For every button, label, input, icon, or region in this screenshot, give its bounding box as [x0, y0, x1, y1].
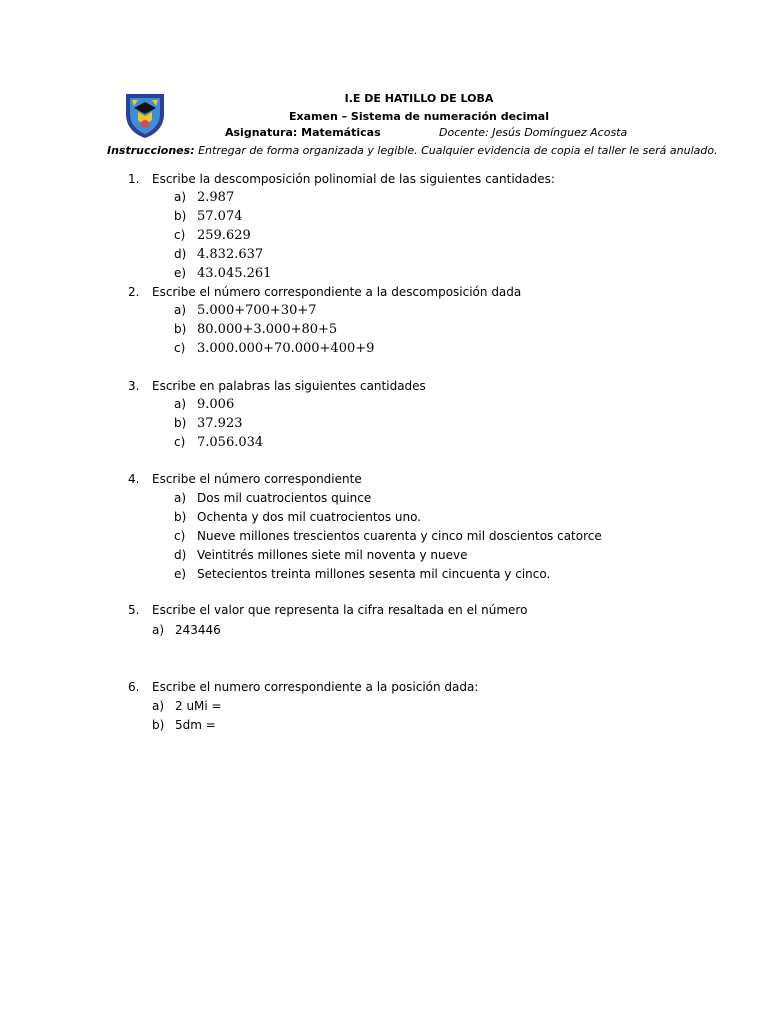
item-text: 2.987	[197, 190, 235, 205]
question-number: 2.	[128, 285, 140, 299]
teacher-label: Docente: Jesús Domínguez Acosta	[439, 126, 628, 139]
instructions	[107, 144, 718, 158]
item-text: Nueve millones trescientos cuarenta y cinco mil doscientos catorce	[197, 529, 602, 543]
exam-title: Examen – Sistema de numeración decimal	[288, 110, 549, 123]
item-letter: b)	[174, 209, 187, 223]
item-letter: a)	[174, 303, 187, 317]
list-item	[174, 509, 421, 525]
list-item	[152, 698, 222, 714]
list-item	[174, 415, 243, 432]
list-item	[174, 396, 234, 413]
question-text: Escribe el número correspondiente	[152, 472, 362, 486]
item-text: 2 uMi =	[175, 699, 222, 713]
item-text: 4.832.637	[197, 247, 264, 262]
list-item	[152, 622, 221, 638]
question-text: Escribe la descomposición polinomial de las siguientes cantidades:	[152, 172, 555, 186]
list-item	[174, 528, 602, 544]
item-text: 5.000+700+30+7	[197, 303, 317, 318]
list-item	[174, 189, 234, 206]
question-2	[128, 284, 521, 300]
list-item	[174, 208, 243, 225]
question-3	[128, 378, 426, 394]
item-text: 7.056.034	[197, 435, 264, 450]
item-letter: a)	[152, 623, 165, 637]
item-text: 80.000+3.000+80+5	[197, 322, 338, 337]
item-letter: a)	[152, 699, 165, 713]
question-text: Escribe en palabras las siguientes cantidades	[152, 379, 426, 393]
item-text: 9.006	[197, 397, 235, 412]
question-number: 5.	[128, 603, 140, 617]
list-item	[152, 717, 216, 733]
item-text: Veintitrés millones siete mil noventa y nueve	[197, 548, 468, 562]
list-item	[174, 547, 468, 563]
item-letter: a)	[174, 190, 187, 204]
question-number: 4.	[128, 472, 140, 486]
item-text: 37.923	[197, 416, 243, 431]
item-letter: c)	[174, 228, 186, 242]
subject-label: Asignatura: Matemáticas	[225, 126, 381, 139]
item-letter: b)	[174, 416, 187, 430]
question-6	[128, 679, 478, 695]
item-text: 259.629	[197, 228, 251, 243]
school-name: I.E DE HATILLO DE LOBA	[344, 92, 494, 105]
question-5	[128, 602, 527, 618]
instructions-label: Instrucciones:	[107, 144, 195, 157]
item-text: 57.074	[197, 209, 243, 224]
item-text: Dos mil cuatrocientos quince	[197, 491, 372, 505]
item-letter: e)	[174, 567, 187, 581]
item-letter: a)	[174, 491, 187, 505]
item-text: 43.045.261	[197, 266, 272, 281]
list-item	[174, 246, 263, 263]
item-text: 243446	[175, 623, 221, 637]
list-item	[174, 434, 263, 451]
list-item	[174, 566, 550, 582]
question-1	[128, 171, 555, 187]
item-letter: b)	[152, 718, 165, 732]
item-letter: c)	[174, 435, 186, 449]
item-letter: d)	[174, 247, 187, 261]
question-text: Escribe el valor que representa la cifra resaltada en el número	[152, 603, 528, 617]
question-4	[128, 471, 362, 487]
item-text: Setecientos treinta millones sesenta mil cincuenta y cinco.	[197, 567, 551, 581]
item-letter: d)	[174, 548, 187, 562]
item-letter: b)	[174, 510, 187, 524]
question-text: Escribe el número correspondiente a la descomposición dada	[152, 285, 522, 299]
list-item	[174, 302, 317, 319]
item-letter: b)	[174, 322, 187, 336]
item-letter: e)	[174, 266, 187, 280]
question-number: 3.	[128, 379, 140, 393]
list-item	[174, 227, 251, 244]
item-letter: c)	[174, 341, 186, 355]
item-text: 5dm =	[175, 718, 216, 732]
list-item	[174, 321, 337, 338]
list-item	[174, 265, 271, 282]
instructions-text: Entregar de forma organizada y legible. Cualquier evidencia de copia el taller le será anulado.	[198, 144, 718, 157]
question-text: Escribe el numero correspondiente a la posición dada:	[152, 680, 479, 694]
question-number: 1.	[128, 172, 140, 186]
item-letter: a)	[174, 397, 187, 411]
list-item	[174, 490, 371, 506]
item-text: Ochenta y dos mil cuatrocientos uno.	[197, 510, 422, 524]
item-letter: c)	[174, 529, 186, 543]
question-number: 6.	[128, 680, 140, 694]
item-text: 3.000.000+70.000+400+9	[197, 341, 375, 356]
list-item	[174, 340, 374, 357]
